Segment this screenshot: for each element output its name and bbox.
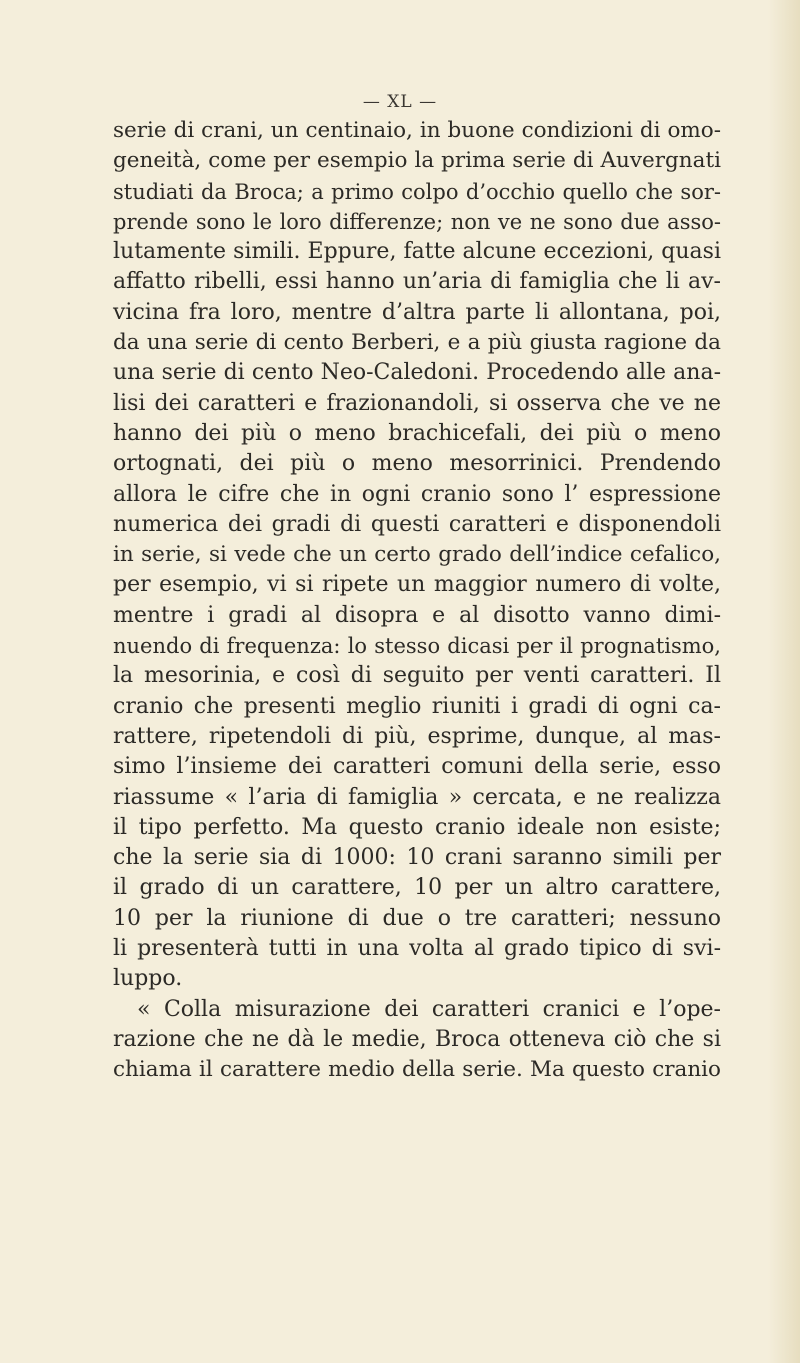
text-line: razione che ne dà le medie, Broca otteneva ciò che si	[113, 1026, 721, 1052]
text-line: « Colla misurazione dei caratteri cranici e l’ope-	[137, 996, 721, 1022]
text-line: rattere, ripetendoli di più, esprime, dunque, al mas-	[113, 723, 721, 749]
text-line: il tipo perfetto. Ma questo cranio ideale non esiste;	[113, 814, 721, 840]
text-line: 10 per la riunione di due o tre caratteri; nessuno	[113, 905, 721, 931]
text-line: riassume « l’aria di famiglia » cercata, e ne realizza	[113, 784, 721, 810]
text-line: geneità, come per esempio la prima serie di Auvergnati	[113, 148, 721, 174]
text-line: che la serie sia di 1000: 10 crani saranno simili per	[113, 845, 721, 871]
text-line: per esempio, vi si ripete un maggior numero di volte,	[113, 572, 721, 598]
text-line: il grado di un carattere, 10 per un altro carattere,	[113, 875, 721, 901]
text-line: lutamente simili. Eppure, fatte alcune eccezioni, quasi	[113, 239, 721, 265]
body-text	[113, 116, 721, 1086]
running-head: — XL —	[362, 92, 438, 112]
text-line: vicina fra loro, mentre d’altra parte li allontana, poi,	[113, 299, 721, 325]
text-line: prende sono le loro differenze; non ve ne sono due asso-	[113, 209, 721, 234]
text-line: allora le cifre che in ogni cranio sono l’ espressione	[113, 481, 721, 507]
text-line: nuendo di frequenza: lo stesso dicasi per il prognatismo,	[113, 634, 721, 659]
text-line: studiati da Broca; a primo colpo d’occhio quello che sor-	[113, 179, 721, 204]
text-line: una serie di cento Neo-Caledoni. Procedendo alle ana-	[113, 360, 721, 386]
text-line: simo l’insieme dei caratteri comuni della serie, esso	[113, 754, 721, 780]
text-line: lisi dei caratteri e frazionandoli, si osserva che ve ne	[113, 390, 721, 416]
text-line: da una serie di cento Berberi, e a più giusta ragione da	[113, 330, 721, 356]
text-line: mentre i gradi al disopra e al disotto vanno dimi-	[113, 602, 721, 628]
text-line: ortognati, dei più o meno mesorrinici. Prendendo	[113, 451, 721, 477]
text-line: luppo.	[113, 966, 183, 992]
text-line: cranio che presenti meglio riuniti i gradi di ogni ca-	[113, 693, 721, 719]
text-line: in serie, si vede che un certo grado dell’indice cefalico,	[113, 542, 721, 568]
text-line: li presenterà tutti in una volta al grado tipico di svi-	[113, 936, 721, 962]
text-line: hanno dei più o meno brachicefali, dei più o meno	[113, 420, 721, 446]
text-line: affatto ribelli, essi hanno un’aria di famiglia che li av-	[113, 269, 721, 295]
text-line: la mesorinia, e così di seguito per venti caratteri. Il	[113, 663, 721, 689]
text-line: serie di crani, un centinaio, in buone condizioni di omo-	[113, 118, 721, 143]
text-line: chiama il carattere medio della serie. Ma questo cranio	[113, 1057, 721, 1083]
text-line: numerica dei gradi di questi caratteri e disponendoli	[113, 511, 721, 537]
